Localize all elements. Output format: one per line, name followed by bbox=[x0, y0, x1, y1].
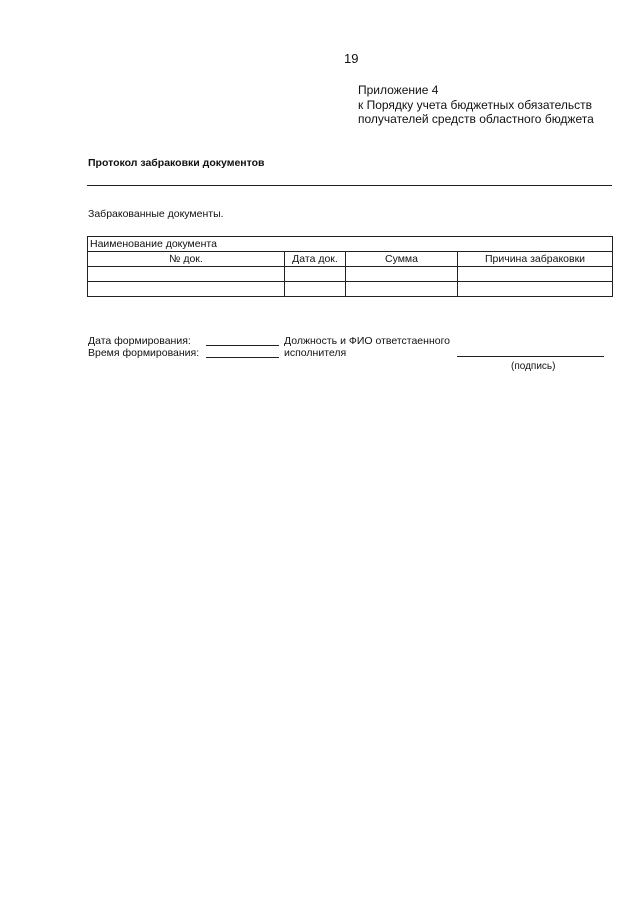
formation-date-label: Дата формирования: bbox=[88, 335, 191, 347]
title-rule bbox=[87, 185, 612, 186]
document-title: Протокол забраковки документов bbox=[88, 157, 265, 169]
formation-time-field bbox=[206, 357, 279, 358]
rejected-documents-table bbox=[87, 236, 613, 297]
table-cell bbox=[346, 267, 458, 282]
appendix-line-3: получателей средств областного бюджета bbox=[358, 112, 594, 126]
table-cell bbox=[88, 267, 285, 282]
appendix-line-1: Приложение 4 bbox=[358, 83, 439, 97]
table-group-header-row bbox=[88, 237, 613, 252]
signature-caption: (подпись) bbox=[511, 361, 556, 372]
rejected-documents-label: Забракованные документы. bbox=[88, 208, 224, 220]
column-header-amount: Сумма bbox=[346, 252, 458, 267]
formation-date-field bbox=[206, 345, 279, 346]
table-row bbox=[88, 282, 613, 297]
signature-line bbox=[457, 356, 604, 357]
table-cell bbox=[285, 267, 346, 282]
table-cell bbox=[285, 282, 346, 297]
table-group-header: Наименование документа bbox=[88, 237, 613, 252]
table-cell bbox=[458, 267, 613, 282]
column-header-doc-number: № док. bbox=[88, 252, 285, 267]
table-cell bbox=[458, 282, 613, 297]
appendix-heading bbox=[358, 83, 594, 127]
column-header-doc-date: Дата док. bbox=[285, 252, 346, 267]
appendix-line-2: к Порядку учета бюджетных обязательств bbox=[358, 97, 592, 112]
table-header-row bbox=[88, 252, 613, 267]
page-number: 19 bbox=[344, 51, 359, 66]
column-header-reject-reason: Причина забраковки bbox=[458, 252, 613, 267]
executor-position-label-line-2: исполнителя bbox=[284, 347, 347, 359]
formation-time-label: Время формирования: bbox=[88, 347, 200, 359]
table-cell bbox=[88, 282, 285, 297]
table-row bbox=[88, 267, 613, 282]
executor-position-label-line-1: Должность и ФИО ответстаенного bbox=[284, 335, 451, 347]
table-cell bbox=[346, 282, 458, 297]
